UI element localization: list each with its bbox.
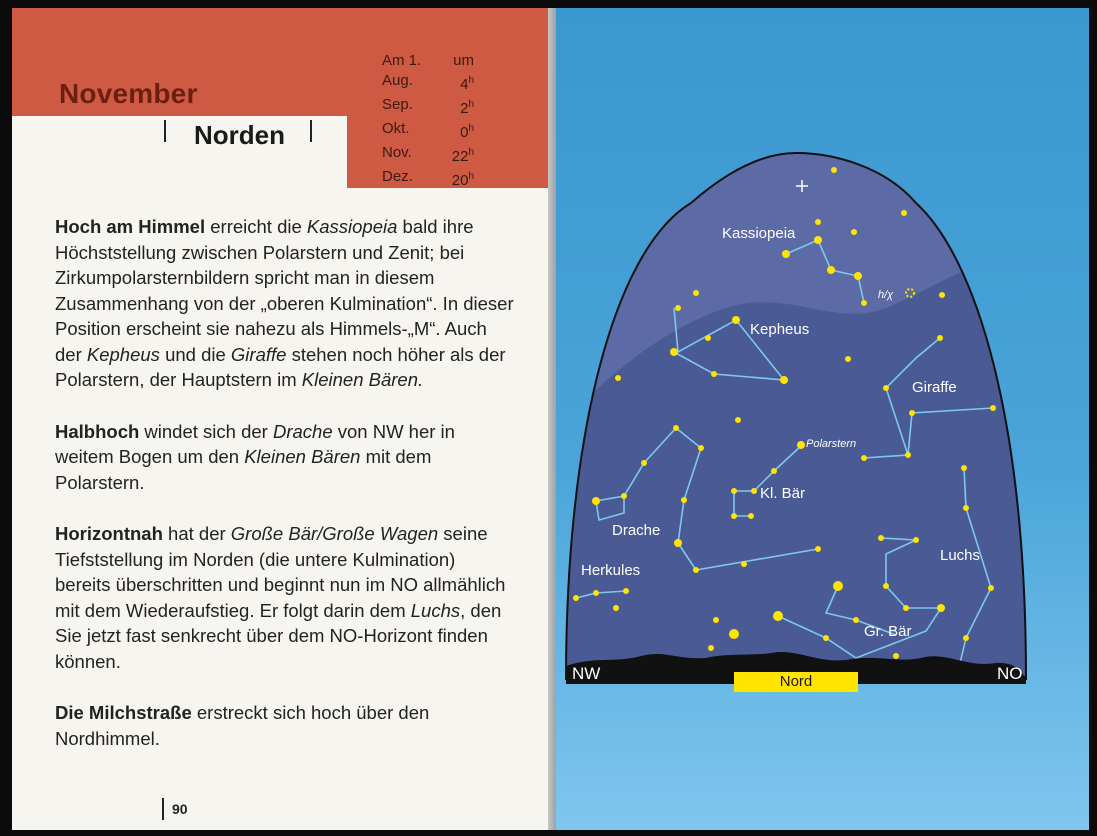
time-table-row [382,71,474,95]
star [883,385,889,391]
title-divider-left [164,120,166,142]
emphasis-term: Kassiopeia [306,216,398,237]
star [988,585,994,591]
star [827,266,835,274]
star [939,292,945,298]
paragraph-text: erstreckt sich hoch über den Nordhimmel. [55,702,430,749]
title-divider-right [310,120,312,142]
label-luchs: Luchs [940,547,981,564]
star [905,452,911,458]
star [961,465,967,471]
star [883,583,889,589]
time-table-hour: 4$^h$ [460,75,474,93]
time-table-hour: 2$^h$ [460,99,474,117]
paragraph-text: stehen noch höher als der Polarstern, der Hauptstern im [55,343,506,390]
emphasis-term: Giraffe [230,343,287,365]
month-title: November [59,78,198,109]
body-text [55,214,515,777]
star [698,445,704,451]
body-paragraph [55,214,515,393]
time-table-month: Nov. [382,144,412,161]
emphasis-term: Kepheus [86,343,160,365]
time-table-header-time: um [453,52,474,69]
star [751,488,757,494]
paragraph-text: bald ihre Höchststellung zwischen Polarstern und Zenit; bei Zirkumpolarsternbildern spricht man in diesem Zusammenhang von der „oberen Kulmination“. In dieser Position erscheint sie nahezu als Himmels-„M“. Auch der [55,216,514,365]
star [748,513,754,519]
star [861,455,867,461]
paragraph-lead: Die Milchstraße [55,702,192,723]
star [593,590,599,596]
star [878,535,884,541]
paragraph-text: hat der [162,523,231,544]
star [731,513,737,519]
star [990,405,996,411]
time-table-month: Sep. [382,96,413,113]
star [741,561,747,567]
paragraph-text: erreicht die [205,216,307,237]
star [831,167,837,173]
paragraph-text: von NW her in weitem Bogen um den [55,420,455,467]
body-paragraph [55,419,515,496]
star [963,505,969,511]
star [771,468,777,474]
emphasis-term: Luchs [410,599,461,621]
star [814,236,822,244]
paragraph-text: windet sich der [139,420,273,442]
star [573,595,579,601]
label-herkules: Herkules [581,562,641,579]
body-paragraph [55,521,515,674]
star [705,335,711,341]
star [708,645,714,651]
paragraph-text: mit dem Polarstern. [55,446,432,493]
label-gr-baer: Gr. Bär [864,623,912,640]
time-table-header-date: Am 1. [382,52,422,69]
star [913,537,919,543]
paragraph-text: seine Tiefststellung im Norden (die untere Kulmination) bereits überschritten und beginnt nun im NO allmählich mit dem Wiederaufstieg. Er folgt darin dem [55,523,506,621]
star [735,417,741,423]
star [674,539,682,547]
label-kl-baer: Kl. Bär [760,485,806,502]
star [845,356,851,362]
time-table-row [382,119,474,143]
star [731,488,737,494]
sky-dome [556,148,1089,688]
time-table-header [382,51,474,71]
star [613,605,619,611]
left-page [12,8,552,830]
time-table-hour: 20$^h$ [451,171,474,189]
time-table-hour: 22$^h$ [451,147,474,165]
star [861,300,867,306]
paragraph-lead: Horizontnah [55,523,163,544]
time-table-hour: 0$^h$ [460,123,474,141]
star [670,348,678,356]
star [937,604,945,612]
star [903,605,909,611]
horizon-label-nw: NW [572,664,601,683]
emphasis-term: Kleinen Bären. [301,369,424,390]
star [693,567,699,573]
emphasis-term: Kleinen Bären [244,446,361,467]
header-tab [12,116,347,196]
star [711,371,717,377]
star [937,335,943,341]
star [833,581,843,591]
star [621,493,627,499]
star [732,316,740,324]
star [615,375,621,381]
time-table-row [382,167,474,191]
emphasis-term: Drache [272,420,333,442]
star [592,497,600,505]
star [782,250,790,258]
label-drache: Drache [612,522,661,539]
label-kassiopeia: Kassiopeia [722,225,796,242]
horizon-label-no: NO [997,664,1023,683]
star [815,546,821,552]
label-giraffe: Giraffe [912,379,957,396]
time-table-row [382,143,474,167]
star [693,290,699,296]
label-cluster: h/χ [878,289,894,301]
label-kepheus: Kepheus [750,321,810,338]
paragraph-lead: Hoch am Himmel [55,216,206,237]
emphasis-term: Große Bär/Große Wagen [230,523,439,544]
horizon-label-nord: Nord [734,672,858,692]
star [713,617,719,623]
star [773,611,783,621]
paragraph-text: , den Sie jetzt fast senkrecht über dem NO-Horizont finden können. [55,599,502,672]
star [780,376,788,384]
star [823,635,829,641]
star [851,229,857,235]
star [681,497,687,503]
star [729,629,739,639]
star [641,460,647,466]
star-polarstern [797,441,805,449]
star [675,305,681,311]
section-title: Norden [194,120,285,150]
time-table-month: Dez. [382,168,413,185]
star-map [556,8,1089,708]
star [853,617,859,623]
star [901,210,907,216]
star [909,410,915,416]
star [815,219,821,225]
star [893,653,899,659]
star [963,635,969,641]
time-table-row [382,95,474,119]
star [854,272,862,280]
star [623,588,629,594]
time-table-month: Aug. [382,72,413,89]
page-number: 90 [162,798,188,820]
paragraph-lead: Halbhoch [55,420,140,442]
label-polarstern: Polarstern [806,438,857,450]
body-paragraph [55,700,515,751]
time-table-month: Okt. [382,120,410,137]
star [673,425,679,431]
paragraph-text: und die [159,343,231,365]
visibility-time-table [382,51,474,191]
